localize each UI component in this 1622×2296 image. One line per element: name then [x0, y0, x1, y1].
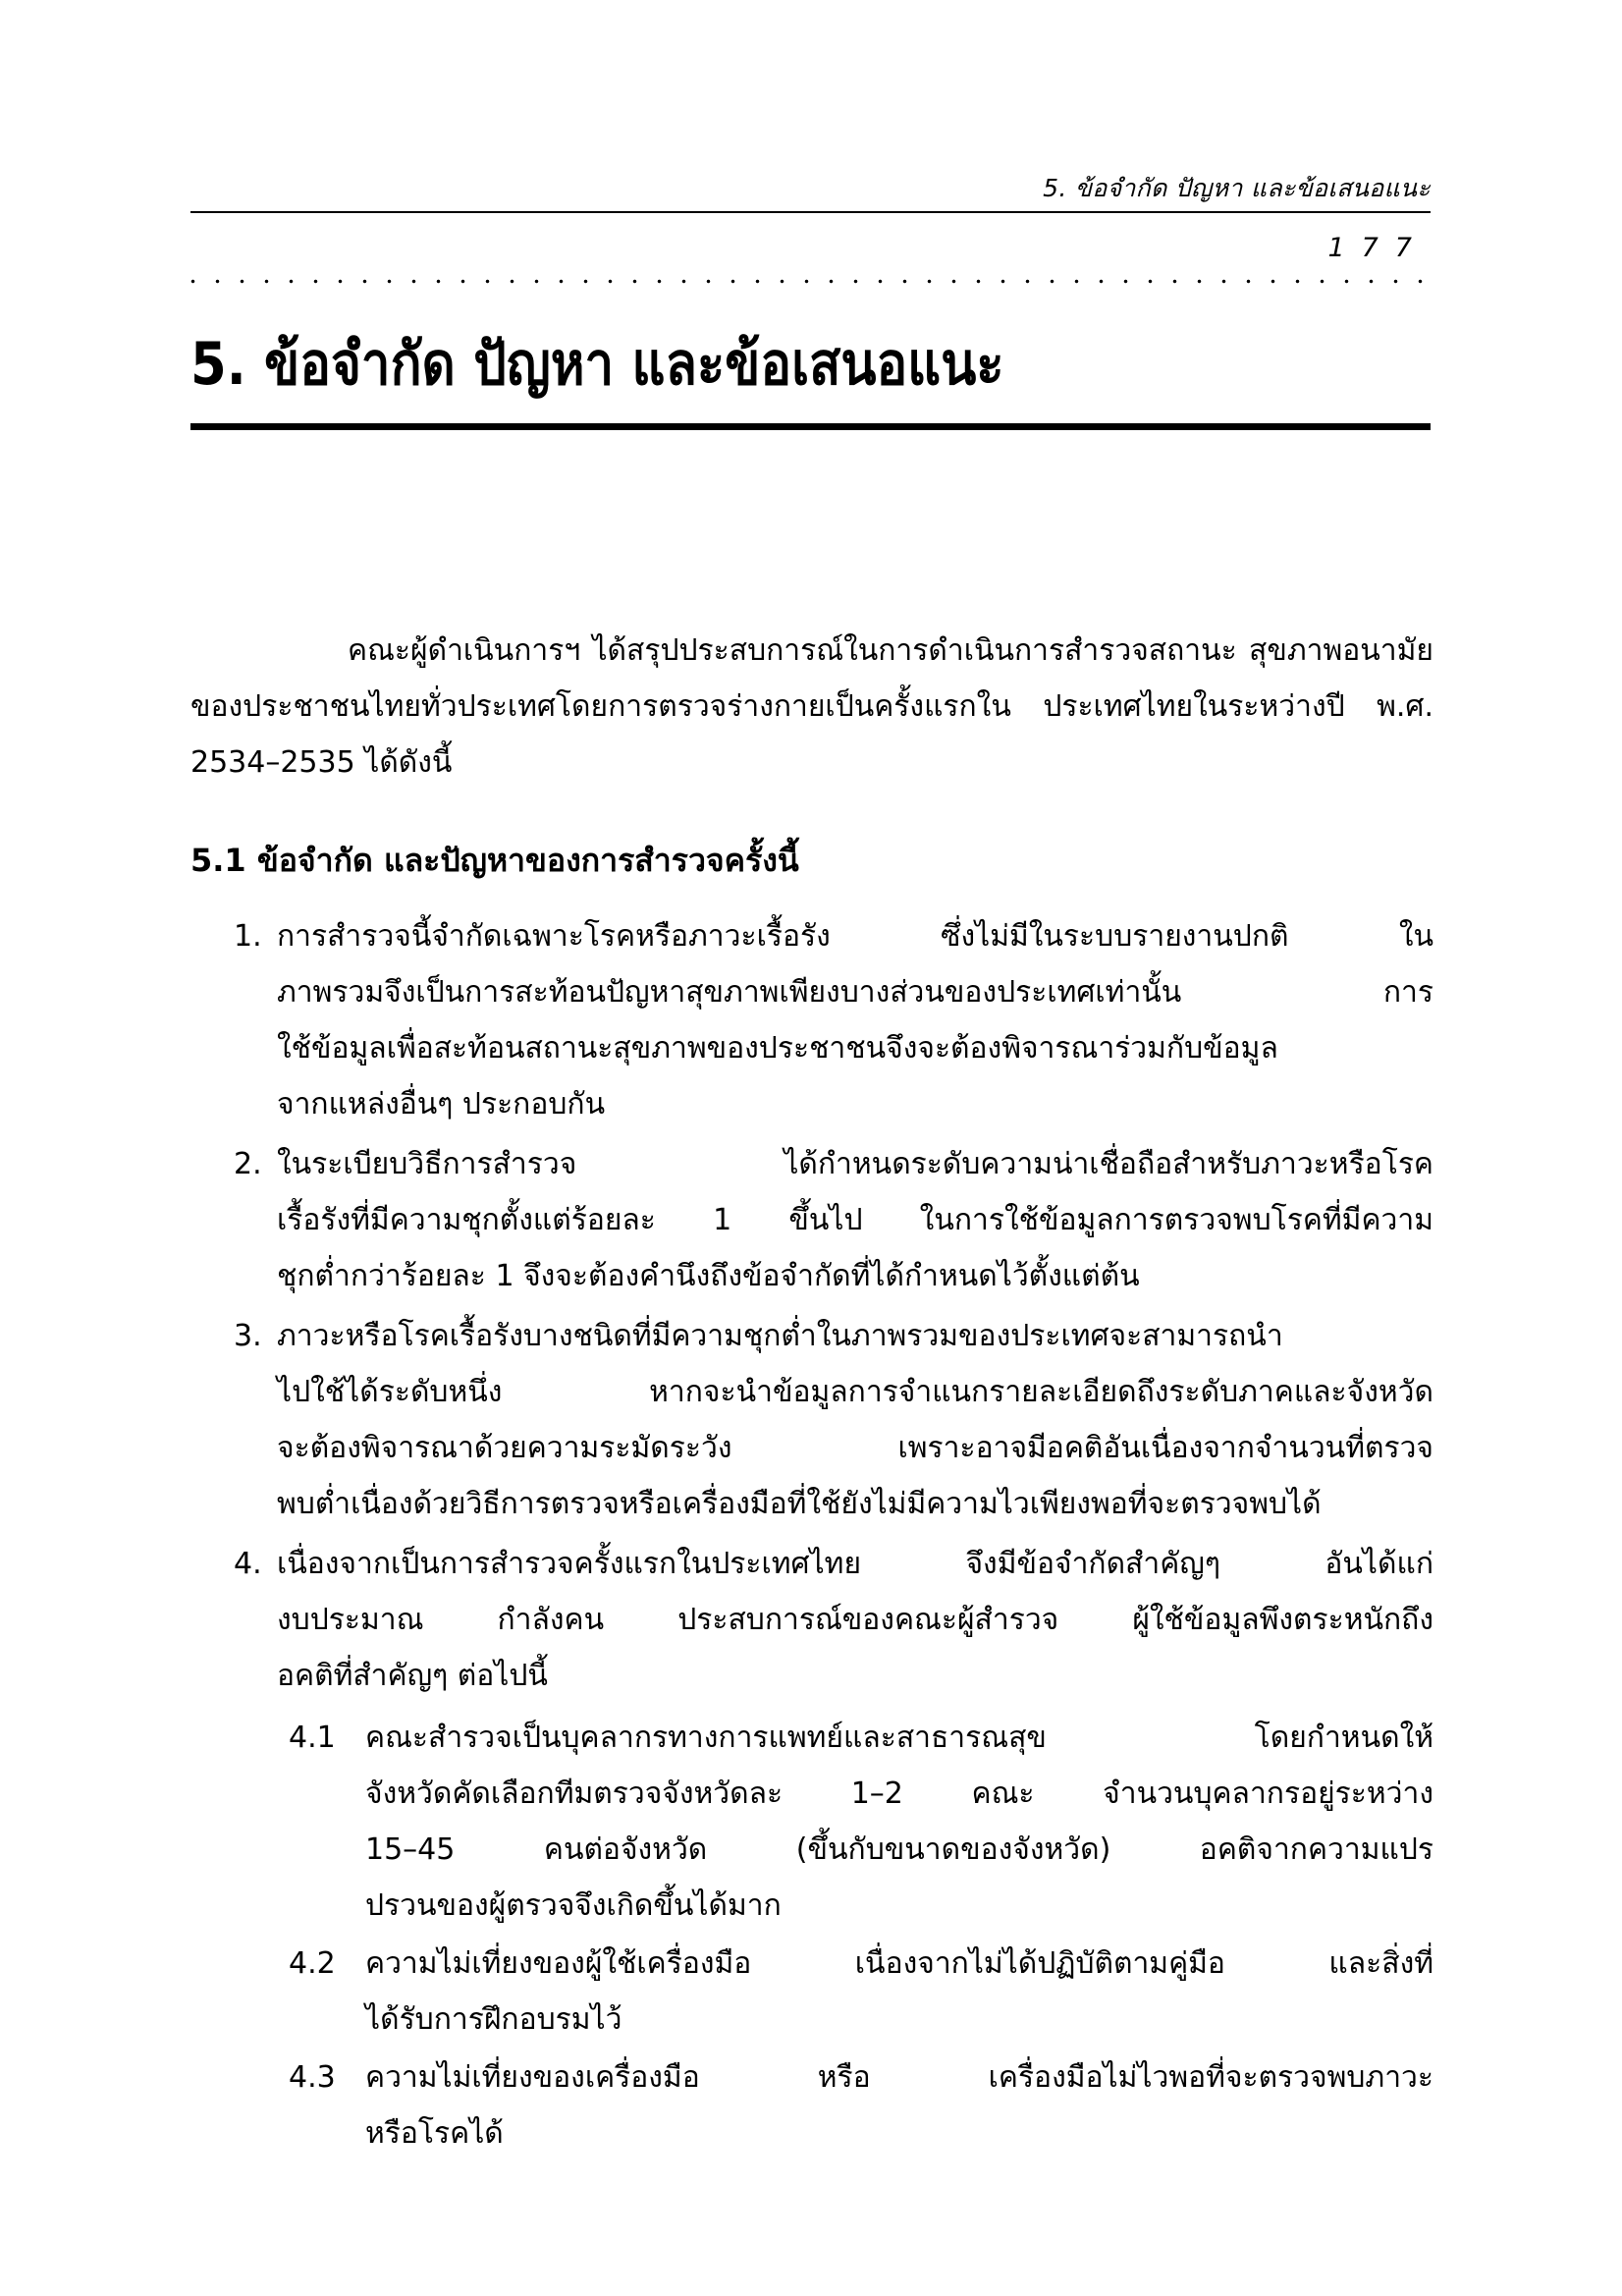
- list-item: [190, 908, 1433, 1132]
- list-item-marker: 2.: [234, 1147, 262, 1181]
- chapter-title-rule: [190, 423, 1431, 430]
- list-item-marker: 3.: [234, 1319, 262, 1353]
- text-line: ภาพรวมจึงเป็นการสะท้อนปัญหาสุขภาพเพียงบางส่วนของประเทศเท่านั้น การ: [277, 975, 1433, 1010]
- text-line: เรื้อรังที่มีความชุกตั้งแต่ร้อยละ 1 ขึ้นไป ในการใช้ข้อมูลการตรวจพบโรคที่มีความ: [277, 1203, 1433, 1237]
- text-line: การสำรวจนี้จำกัดเฉพาะโรคหรือภาวะเรื้อรัง ซึ่งไม่มีในระบบรายงานปกติ ใน: [277, 919, 1433, 954]
- chapter-title: 5. ข้อจำกัด ปัญหา และข้อเสนอแนะ: [190, 330, 1004, 399]
- text-line: ภาวะหรือโรคเรื้อรังบางชนิดที่มีความชุกต่ำในภาพรวมของประเทศจะสามารถนำ: [277, 1319, 1283, 1353]
- intro-line: ประเทศไทยในระหว่างปี พ.ศ. 2534–2535 ได้ดังนี้: [190, 689, 1433, 780]
- list-item-body: [277, 1308, 1433, 1532]
- text-line: ปรวนของผู้ตรวจจึงเกิดขึ้นได้มาก: [365, 1888, 782, 1923]
- text-line: ความไม่เที่ยงของผู้ใช้เครื่องมือ เนื่องจากไม่ได้ปฏิบัติตามคู่มือ และสิ่งที่: [365, 1946, 1433, 1981]
- bias-sublist: [190, 1710, 1433, 2161]
- limitations-list: [190, 908, 1433, 1704]
- page-header: [190, 175, 1431, 284]
- sub-list-item-body: [365, 1710, 1433, 1934]
- text-line: จากแหล่งอื่นๆ ประกอบกัน: [277, 1087, 606, 1121]
- sub-list-item-body: [365, 1936, 1433, 2048]
- list-item-marker: 1.: [234, 919, 262, 954]
- text-line: ชุกต่ำกว่าร้อยละ 1 จึงจะต้องคำนึงถึงข้อจำกัดที่ได้กำหนดไว้ตั้งแต่ต้น: [277, 1259, 1140, 1293]
- text-line: จะต้องพิจารณาด้วยความระมัดระวัง เพราะอาจมีอคติอันเนื่องจากจำนวนที่ตรวจ: [277, 1431, 1433, 1465]
- list-item-body: [277, 1536, 1433, 1704]
- text-line: ใช้ข้อมูลเพื่อสะท้อนสถานะสุขภาพของประชาชนจึงจะต้องพิจารณาร่วมกับข้อมูล: [277, 1031, 1278, 1066]
- list-item-body: [277, 1136, 1433, 1304]
- sub-list-item: [190, 1710, 1433, 1934]
- text-line: จังหวัดคัดเลือกทีมตรวจจังหวัดละ 1–2 คณะ จำนวนบุคลากรอยู่ระหว่าง: [365, 1777, 1433, 1811]
- list-item-marker: 4.: [234, 1547, 262, 1581]
- text-line: ไปใช้ได้ระดับหนึ่ง หากจะนำข้อมูลการจำแนกรายละเอียดถึงระดับภาคและจังหวัด: [277, 1375, 1433, 1409]
- sub-list-item-marker: 4.3: [289, 2060, 336, 2095]
- page-number: 177: [1327, 232, 1429, 263]
- text-line: ได้รับการฝึกอบรมไว้: [365, 2002, 622, 2037]
- list-item: [190, 1308, 1433, 1532]
- sub-list-item: [190, 2050, 1433, 2161]
- intro-paragraph: [190, 623, 1433, 791]
- text-line: ความไม่เที่ยงของเครื่องมือ หรือ เครื่องมือไม่ไวพอที่จะตรวจพบภาวะ: [365, 2060, 1433, 2095]
- running-header-title: 5. ข้อจำกัด ปัญหา และข้อเสนอแนะ: [1043, 174, 1431, 202]
- list-item: [190, 1136, 1433, 1304]
- dotted-divider: [190, 279, 1431, 284]
- text-line: ในระเบียบวิธีการสำรวจ ได้กำหนดระดับความน่าเชื่อถือสำหรับภาวะหรือโรค: [277, 1147, 1433, 1181]
- page-body: [190, 623, 1433, 2163]
- text-line: คณะสำรวจเป็นบุคลากรทางการแพทย์และสาธารณสุข โดยกำหนดให้: [365, 1721, 1433, 1755]
- text-line: อคติที่สำคัญๆ ต่อไปนี้: [277, 1659, 548, 1693]
- text-line: เนื่องจากเป็นการสำรวจครั้งแรกในประเทศไทย จึงมีข้อจำกัดสำคัญๆ อันได้แก่: [277, 1547, 1433, 1581]
- sub-list-item: [190, 1936, 1433, 2048]
- list-item-body: [277, 908, 1433, 1132]
- text-line: งบประมาณ กำลังคน ประสบการณ์ของคณะผู้สำรวจ ผู้ใช้ข้อมูลพึงตระหนักถึง: [277, 1603, 1433, 1637]
- chapter-title-block: [190, 332, 1431, 430]
- text-line: 15–45 คนต่อจังหวัด (ขึ้นกับขนาดของจังหวัด) อคติจากความแปร: [365, 1832, 1433, 1867]
- text-line: พบต่ำเนื่องด้วยวิธีการตรวจหรือเครื่องมือที่ใช้ยังไม่มีความไวเพียงพอที่จะตรวจพบได้: [277, 1487, 1322, 1521]
- list-item: [190, 1536, 1433, 1704]
- sub-list-item-body: [365, 2050, 1433, 2161]
- header-rule: [190, 211, 1431, 213]
- sub-list-item-marker: 4.2: [289, 1946, 336, 1981]
- text-line: หรือโรคได้: [365, 2116, 504, 2151]
- section-heading-5-1: 5.1 ข้อจำกัด และปัญหาของการสำรวจครั้งนี้: [190, 842, 799, 879]
- intro-line: สุขภาพอนามัยของประชาชนไทยทั่วประเทศโดยการตรวจร่างกายเป็นครั้งแรกใน: [190, 633, 1433, 724]
- sub-list-item-marker: 4.1: [289, 1721, 336, 1755]
- intro-line: คณะผู้ดำเนินการฯ ได้สรุปประสบการณ์ในการดำเนินการสำรวจสถานะ: [348, 633, 1237, 668]
